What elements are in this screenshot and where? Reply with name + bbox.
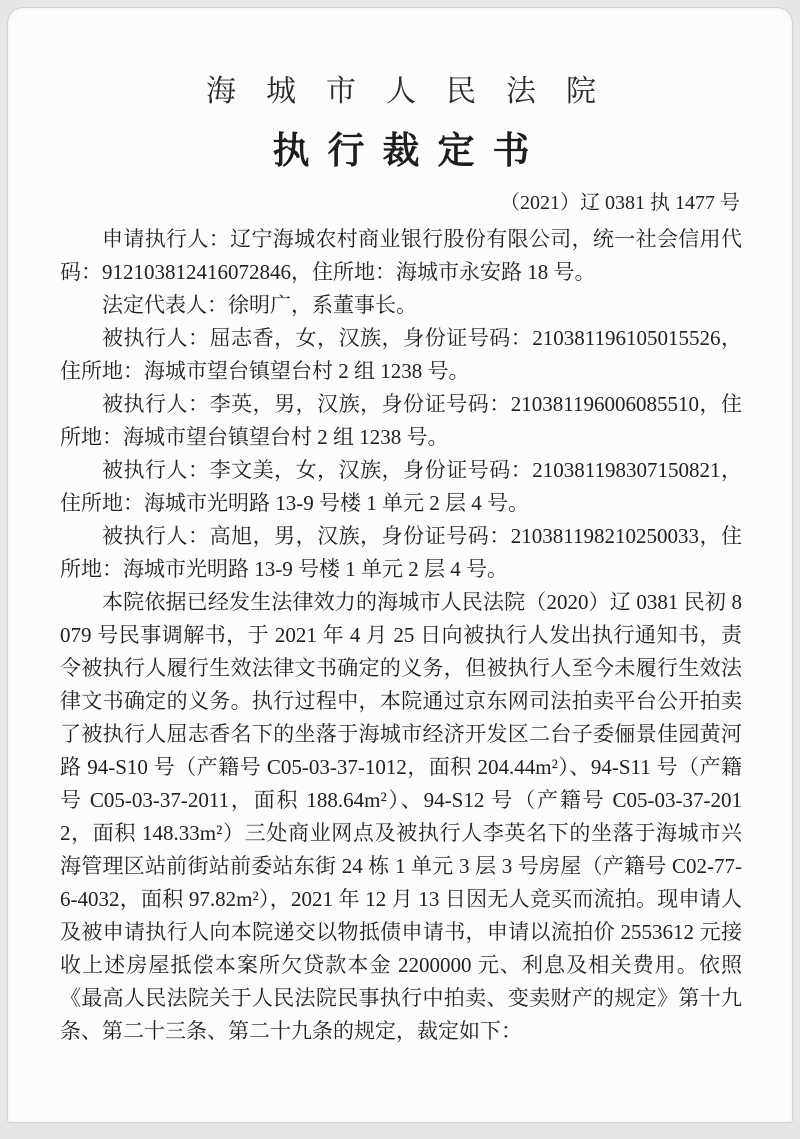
legal-representative-paragraph: 法定代表人：徐明广，系董事长。 [102, 293, 417, 317]
document-body [60, 223, 742, 1048]
respondent-2-paragraph: 被执行人：李英，男，汉族，身份证号码：210381196006085510，住所地：海城市望台镇望台村 2 组 1238 号。 [60, 392, 742, 449]
respondent-3-paragraph: 被执行人：李文美，女，汉族，身份证号码：210381198307150821，住所地：海城市光明路 13-9 号楼 1 单元 2 层 4 号。 [60, 458, 742, 515]
ruling-body-paragraph: 本院依据已经发生法律效力的海城市人民法院（2020）辽 0381 民初 8079 号民事调解书，于 2021 年 4 月 25 日向被执行人发出执行通知书，责令被执行人履行生效法律文书确定的义务，但被执行人至今未履行生效法律文书确定的义务。执行过程中，本院通过京东网司法拍卖平台公开拍卖了被执行人屈志香名下的坐落于海城市经济开发区二台子委俪景佳园黄河路 94-S10 号（产籍号 C05-03-37-1012，面积 204.44m²）、94-S11 号（产籍号 C05-03-37-2011，面积 188.64m²）、94-S12 号（产籍号 C05-03-37-2012，面积 148.33m²）三处商业网点及被执行人李英名下的坐落于海城市兴海管理区站前街站前委站东街 24 栋 1 单元 3 层 3 号房屋（产籍号 C02-77-6-4032，面积 97.82m²），2021 年 12 月 13 日因无人竞买而流拍。现申请人及被申请执行人向本院递交以物抵债申请书，申请以流拍价 2553612 元接收上述房屋抵偿本案所欠贷款本金 2200000 元、利息及相关费用。依照《最高人民法院关于人民法院民事执行中拍卖、变卖财产的规定》第十九条、第二十三条、第二十九条的规定，裁定如下： [60, 590, 742, 1043]
applicant-paragraph: 申请执行人：辽宁海城农村商业银行股份有限公司，统一社会信用代码：912103812416072846，住所地：海城市永安路 18 号。 [60, 227, 742, 284]
document-page [7, 7, 793, 1123]
case-number: （2021）辽 0381 执 1477 号 [500, 192, 740, 214]
document-title: 执行裁定书 [272, 131, 548, 172]
respondent-4-paragraph: 被执行人：高旭，男，汉族，身份证号码：210381198210250033，住所地：海城市光明路 13-9 号楼 1 单元 2 层 4 号。 [60, 524, 742, 581]
court-name-heading: 海城市人民法院 [206, 75, 626, 108]
respondent-1-paragraph: 被执行人：屈志香，女，汉族，身份证号码：210381196105015526，住所地：海城市望台镇望台村 2 组 1238 号。 [60, 326, 742, 383]
